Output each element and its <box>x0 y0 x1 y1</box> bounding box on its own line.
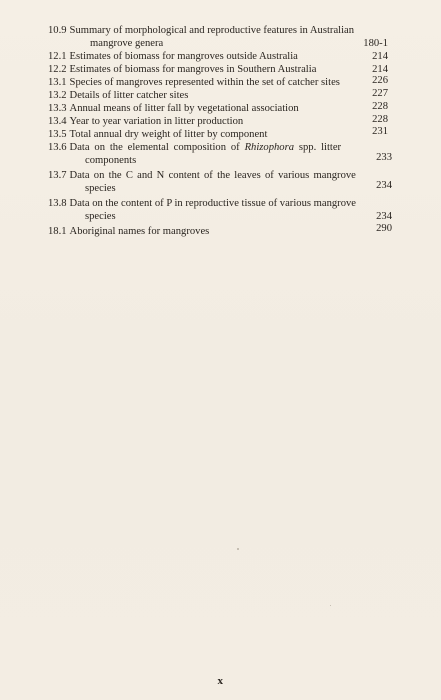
entry-title-part: Data on the elemental composition of <box>69 142 245 153</box>
page-folio: x <box>217 675 224 687</box>
toc-entry <box>48 115 388 128</box>
entry-title: Data on the C and N content of the leaves of various mangrove <box>69 170 356 181</box>
entry-number: 12.1 <box>48 51 67 62</box>
entry-title: Aboriginal names for mangroves <box>69 226 210 237</box>
entry-number: 13.7 <box>48 170 67 181</box>
entry-title-part: spp. litter <box>294 142 342 153</box>
paper-speck <box>330 605 331 606</box>
entry-number: 13.6 <box>48 142 67 153</box>
toc-entry <box>48 50 388 63</box>
toc-entry <box>48 63 388 76</box>
entry-title-italic: Rhizophora <box>244 142 295 153</box>
entry-title <box>67 141 388 154</box>
entry-page: 214 <box>372 64 388 75</box>
toc-entry <box>48 76 388 89</box>
entry-number: 10.9 <box>48 25 67 36</box>
entry-number: 12.2 <box>48 64 67 75</box>
entry-number: 13.4 <box>48 116 67 127</box>
entry-page: 227 <box>372 88 388 99</box>
toc-entry <box>48 102 388 115</box>
entry-title-continuation: species <box>85 211 116 222</box>
entry-title: Summary of morphological and reproductive features in Australian <box>69 25 355 36</box>
entry-page: 231 <box>372 126 388 137</box>
toc-entry <box>48 89 388 102</box>
entry-title-continuation: components <box>85 155 137 166</box>
entry-number: 13.2 <box>48 90 67 101</box>
entry-title-continuation: species <box>85 183 116 194</box>
entry-title: Data on the content of P in reproductive tissue of various mangrove <box>69 198 356 209</box>
entry-page: 234 <box>376 180 392 191</box>
entry-page: 234 <box>376 211 392 222</box>
entry-number: 18.1 <box>48 226 67 237</box>
entry-page: 233 <box>376 152 392 163</box>
entry-page: 226 <box>372 75 388 86</box>
entry-title: Total annual dry weight of litter by component <box>69 129 268 140</box>
list-of-tables <box>48 24 392 238</box>
entry-title: Annual means of litter fall by vegetational association <box>69 103 299 114</box>
entry-page: 290 <box>376 223 392 234</box>
entry-number: 13.8 <box>48 198 67 209</box>
entry-title: Year to year variation in litter production <box>69 116 244 127</box>
entry-page: 228 <box>372 114 388 125</box>
entry-title: Species of mangroves represented within the set of catcher sites <box>69 77 340 88</box>
toc-entry <box>48 223 392 238</box>
toc-entry <box>48 169 392 197</box>
entry-page: 228 <box>372 101 388 112</box>
toc-entry <box>48 24 388 50</box>
entry-number: 13.5 <box>48 129 67 140</box>
entry-title: Estimates of biomass for mangroves outside Australia <box>69 51 298 62</box>
entry-title-continuation: mangrove genera <box>90 38 164 49</box>
paper-speck <box>237 548 239 550</box>
toc-entry <box>48 128 388 141</box>
toc-entry <box>48 141 392 169</box>
entry-page: 180-1 <box>363 38 388 49</box>
toc-entry <box>48 197 392 225</box>
entry-title: Estimates of biomass for mangroves in Southern Australia <box>69 64 317 75</box>
entry-page: 214 <box>372 51 388 62</box>
entry-title: Details of litter catcher sites <box>69 90 189 101</box>
entry-number: 13.3 <box>48 103 67 114</box>
entry-number: 13.1 <box>48 77 67 88</box>
